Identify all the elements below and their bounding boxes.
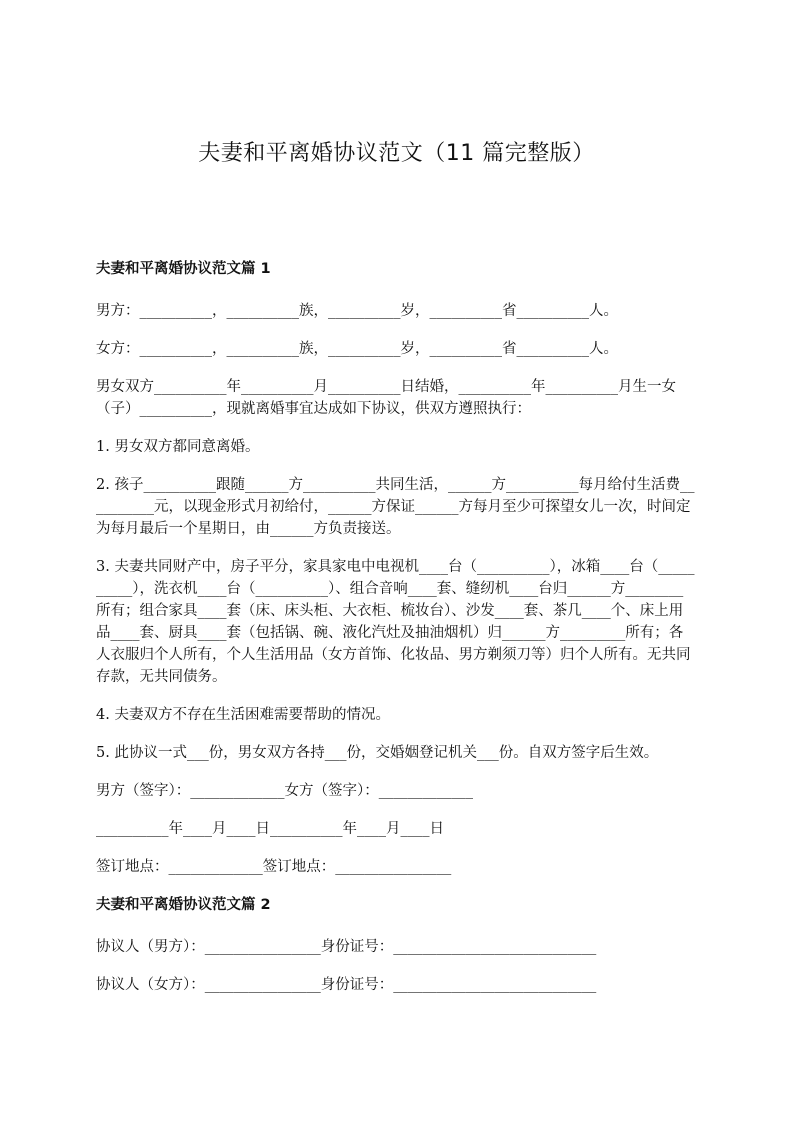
section-1-heading: 夫妻和平离婚协议范文篇 1 xyxy=(96,261,271,277)
marriage-paragraph: 男女双方__________年__________月__________日结婚，__________年__________月生一女（子）__________，现就离婚事宜达成如下协议，供双方遵照执行： xyxy=(96,379,676,417)
party-female-line: 协议人（女方）：________________身份证号：____________________________ xyxy=(96,977,597,993)
page-title: 夫妻和平离婚协议范文（11 篇完整版） xyxy=(198,141,595,166)
signature-line: 男方（签字）：_____________女方（签字）：_____________ xyxy=(96,783,473,799)
clause-5: 5. 此协议一式___份，男女双方各持___份，交婚姻登记机关___份。自双方签字后生效。 xyxy=(96,745,659,761)
date-line: __________年____月____日__________年____月____日 xyxy=(96,821,444,837)
clause-2: 2. 孩子__________跟随______方__________共同生活，______方__________每月给付生活费__________元，以现金形式月初给付，______方保证______方每月至少可探望女儿一次，时间定为每月最后一个星期日，由______方负责接送。 xyxy=(96,477,695,537)
clause-3: 3. 夫妻共同财产中，房子平分，家具家电中电视机____台（__________），冰箱____台（__________），洗衣机____台（__________）、组合音响____套、缝纫机____台归______方________所有；组合家具____套（床、床头柜、大衣柜、梳妆台）、沙发____套、茶几____个、床上用品____套、厨具____套（包括锅、碗、液化汽灶及抽油烟机）归______方_________所有；各人衣服归个人所有，个人生活用品（女方首饰、化妆品、男方剃须刀等）归个人所有。无共同存款，无共同债务。 xyxy=(96,559,695,685)
clause-1: 1. 男女双方都同意离婚。 xyxy=(96,439,260,455)
document-body xyxy=(96,258,696,996)
male-info-line: 男方：__________，__________族，__________岁，__________省__________人。 xyxy=(96,303,618,319)
party-male-line: 协议人（男方）：________________身份证号：____________________________ xyxy=(96,939,597,955)
place-line: 签订地点：_____________签订地点：________________ xyxy=(96,859,452,875)
section-2-heading: 夫妻和平离婚协议范文篇 2 xyxy=(96,897,271,913)
female-info-line: 女方：__________，__________族，__________岁，__________省__________人。 xyxy=(96,341,618,357)
clause-4: 4. 夫妻双方不存在生活困难需要帮助的情况。 xyxy=(96,707,390,723)
